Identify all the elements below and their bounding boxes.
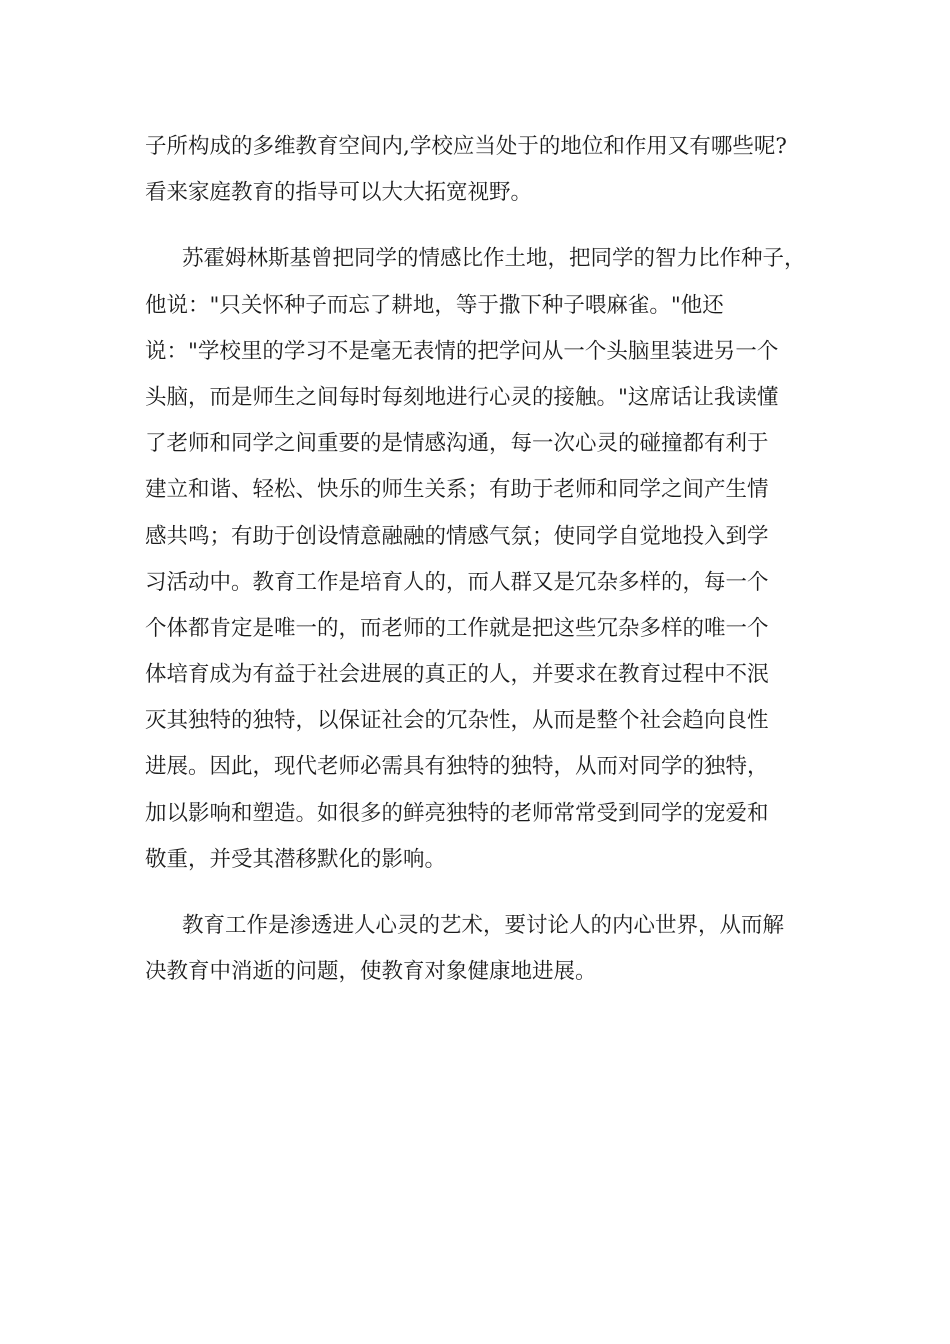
paragraph-line: 建立和谐、轻松、快乐的师生关系；有助于老师和同学之间产生情 [145, 477, 769, 503]
paragraph-1 [145, 124, 815, 216]
paragraph-line: 子所构成的多维教育空间内,学校应当处于的地位和作用又有哪些呢? [145, 134, 787, 159]
paragraph-2 [145, 236, 815, 883]
paragraph-line: 苏霍姆林斯基曾把同学的情感比作土地，把同学的智力比作种子， [182, 246, 806, 272]
paragraph-3 [145, 903, 815, 995]
paragraph-line: 教育工作是渗透进人心灵的艺术，要讨论人的内心世界，从而解 [182, 913, 785, 938]
paragraph-line: 决教育中消逝的问题，使教育对象健康地进展。 [145, 959, 597, 985]
paragraph-line: 看来家庭教育的指导可以大大拓宽视野。 [145, 180, 533, 206]
paragraph-line: 体培育成为有益于社会进展的真正的人，并要求在教育过程中不泯 [145, 662, 769, 688]
paragraph-line: 他说："只关怀种子而忘了耕地，等于撒下种子喂麻雀。"他还 [145, 292, 724, 318]
paragraph-line: 个体都肯定是唯一的，而老师的工作就是把这些冗杂多样的唯一个 [145, 615, 769, 641]
document-body [145, 124, 815, 995]
paragraph-line: 灭其独特的独特，以保证社会的冗杂性，从而是整个社会趋向良性 [145, 708, 769, 734]
paragraph-line: 加以影响和塑造。如很多的鲜亮独特的老师常常受到同学的宠爱和 [145, 800, 769, 826]
paragraph-line: 说："学校里的学习不是毫无表情的把学问从一个头脑里装进另一个 [145, 338, 779, 364]
paragraph-line: 进展。因此，现代老师必需具有独特的独特，从而对同学的独特， [145, 754, 769, 780]
paragraph-line: 习活动中。教育工作是培育人的，而人群又是冗杂多样的，每一个 [145, 569, 769, 595]
paragraph-line: 敬重，并受其潜移默化的影响。 [145, 846, 447, 872]
paragraph-line: 感共鸣；有助于创设情意融融的情感气氛；使同学自觉地投入到学 [145, 523, 769, 549]
paragraph-line: 了老师和同学之间重要的是情感沟通，每一次心灵的碰撞都有利于 [145, 431, 769, 457]
paragraph-line: 头脑，而是师生之间每时每刻地进行心灵的接触。"这席话让我读懂 [145, 384, 779, 410]
